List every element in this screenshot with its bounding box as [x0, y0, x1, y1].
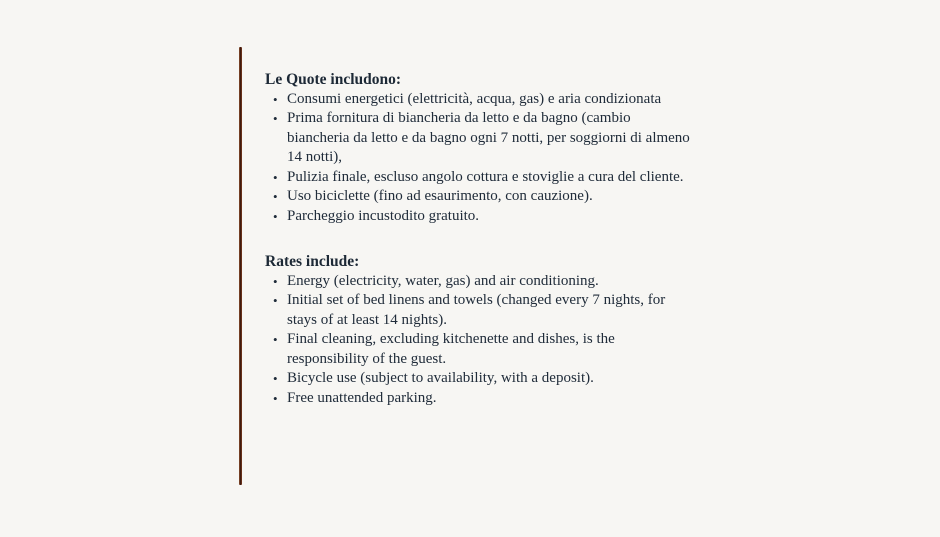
rates-info-content — [265, 70, 693, 408]
bullet-icon: • — [273, 390, 278, 406]
bullet-icon: • — [273, 371, 278, 386]
list-item-text: Initial set of bed linens and towels (changed every 7 nights, for stays of at least 14 nights). — [287, 292, 666, 328]
list-item — [265, 291, 693, 330]
list-item-text: Prima fornitura di biancheria da letto e da bagno (cambio biancheria da letto e da bagno ogni 7 notti, per soggiorni di almeno 14 notti), — [287, 110, 690, 165]
list-item-text: Uso biciclette (fino ad esaurimento, con cauzione). — [287, 188, 593, 204]
bullet-icon: • — [273, 208, 278, 224]
bullet-icon: • — [273, 189, 278, 204]
list-item-text: Parcheggio incustodito gratuito. — [287, 207, 480, 224]
list-item-text: Bicycle use (subject to availability, with a deposit). — [287, 370, 594, 386]
list-item-text: Energy (electricity, water, gas) and air conditioning. — [287, 272, 599, 289]
section-heading-italian: Le Quote includono: — [265, 71, 402, 88]
list-item — [265, 272, 693, 292]
bullet-icon: • — [273, 332, 278, 347]
bullet-list-italian — [265, 90, 693, 227]
list-item-text: Free unattended parking. — [287, 389, 437, 406]
section-rates-include — [265, 252, 693, 408]
list-item — [265, 109, 693, 168]
bullet-icon: • — [273, 293, 278, 308]
list-item — [265, 90, 693, 110]
list-item — [265, 207, 693, 227]
list-item — [265, 389, 693, 409]
left-accent-line — [239, 47, 242, 485]
list-item-text: Final cleaning, excluding kitchenette and dishes, is the responsibility of the guest. — [287, 331, 615, 367]
section-quote-includono — [265, 70, 693, 226]
bullet-list-english — [265, 272, 693, 409]
list-item — [265, 330, 693, 369]
bullet-icon: • — [273, 273, 278, 289]
list-item — [265, 168, 693, 188]
bullet-icon: • — [273, 169, 278, 185]
bullet-icon: • — [273, 91, 278, 107]
list-item-text: Pulizia finale, escluso angolo cottura e stoviglie a cura del cliente. — [287, 168, 684, 185]
list-item-text: Consumi energetici (elettricità, acqua, gas) e aria condizionata — [287, 90, 662, 107]
bullet-icon: • — [273, 111, 278, 126]
list-item — [265, 369, 693, 389]
section-heading-english: Rates include: — [265, 253, 360, 270]
list-item — [265, 187, 693, 207]
